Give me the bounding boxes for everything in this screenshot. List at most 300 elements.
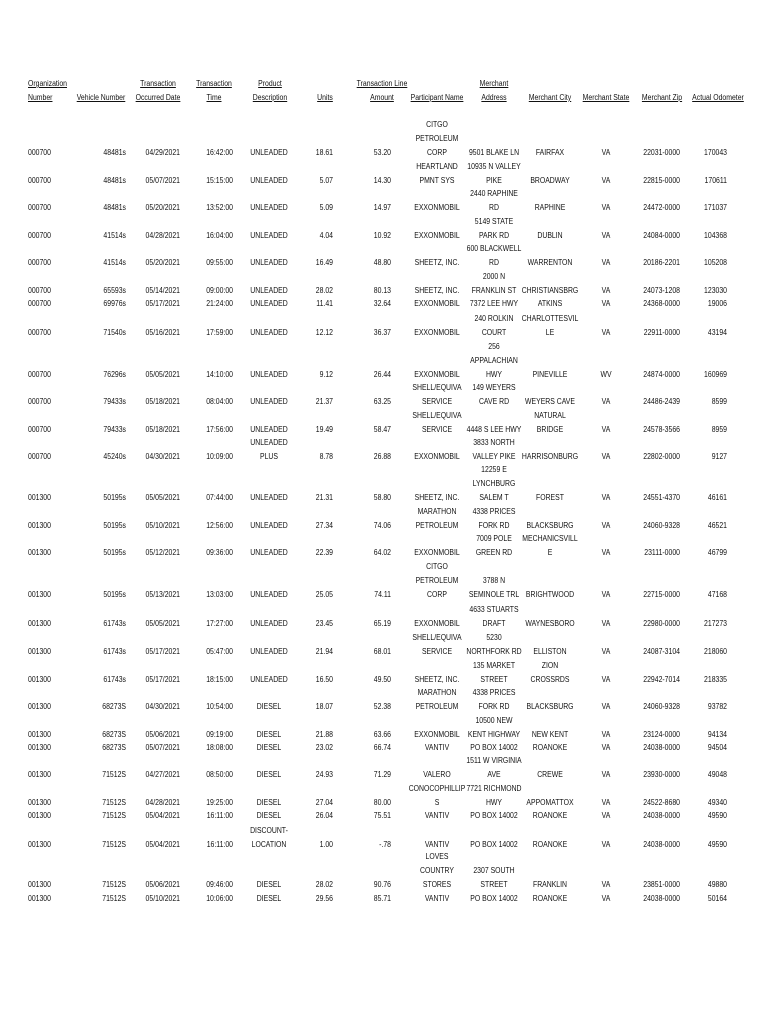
cell-city: MECHANICSVILL E (522, 534, 578, 557)
cell-amt: 49.50 (373, 675, 391, 684)
cell-veh: 48481s (103, 176, 126, 185)
cell-city: WEYERS CAVE (525, 397, 575, 406)
cell-addr: 4633 STUARTS DRAFT (469, 605, 519, 628)
cell-amt: 58.80 (373, 493, 391, 502)
cell-units: 21.88 (315, 730, 333, 739)
cell-part: SHELL/EQUIVA SERVICE (412, 411, 462, 434)
cell-part: SHELL/EQUIVA SERVICE (412, 633, 462, 656)
cell-amt: 63.25 (373, 397, 391, 406)
cell-odo: 170611 (704, 176, 727, 185)
cell-date: 04/27/2021 (145, 770, 180, 779)
cell-part: VANTIV (424, 743, 450, 752)
cell-time: 10:09:00 (206, 452, 233, 461)
cell-org: 001300 (28, 675, 51, 684)
cell-time: 09:46:00 (206, 880, 233, 889)
cell-units: 26.04 (315, 811, 333, 820)
cell-amt: 26.88 (373, 452, 391, 461)
cell-org: 001300 (28, 521, 51, 530)
cell-date: 05/04/2021 (145, 840, 180, 849)
cell-veh: 68273S (102, 743, 126, 752)
cell-prod: DISCOUNT- LOCATION (250, 826, 288, 849)
cell-odo: 50164 (707, 894, 727, 903)
cell-odo: 19006 (707, 299, 727, 308)
cell-date: 05/05/2021 (145, 619, 180, 628)
column-header: Merchant State (582, 93, 630, 102)
cell-units: 22.39 (315, 548, 333, 557)
cell-time: 09:36:00 (206, 548, 233, 557)
cell-veh: 79433s (103, 397, 126, 406)
cell-time: 08:50:00 (206, 770, 233, 779)
cell-zip: 24038-0000 (643, 811, 680, 820)
cell-odo: 49590 (707, 811, 727, 820)
cell-addr: PO BOX 14002 (470, 894, 518, 903)
cell-amt: 14.30 (373, 176, 391, 185)
cell-part: LOVES COUNTRY STORES (420, 852, 454, 889)
cell-city: CHRISTIANSBRG (521, 286, 579, 295)
cell-city: WAYNESBORO (525, 619, 575, 628)
cell-org: 000700 (28, 258, 51, 267)
cell-org: 000700 (28, 176, 51, 185)
cell-veh: 71512S (102, 894, 126, 903)
cell-state: VA (601, 148, 611, 157)
cell-odo: 43194 (707, 328, 727, 337)
cell-veh: 61743s (103, 647, 126, 656)
cell-time: 16:11:00 (206, 811, 233, 820)
cell-addr: 7009 POLE GREEN RD (475, 534, 513, 557)
cell-veh: 71512S (102, 770, 126, 779)
cell-time: 16:11:00 (206, 840, 233, 849)
cell-city: ROANOKE (532, 811, 568, 820)
cell-addr: 9501 BLAKE LN (468, 148, 520, 157)
cell-city: ATKINS (537, 299, 563, 308)
cell-prod: UNLEADED (250, 231, 288, 240)
cell-prod: UNLEADED (250, 397, 288, 406)
cell-prod: UNLEADED (250, 203, 288, 212)
cell-zip: 24522-8680 (643, 798, 680, 807)
cell-org: 000700 (28, 370, 51, 379)
cell-city: CHARLOTTESVIL LE (521, 314, 579, 337)
cell-odo: 94134 (707, 730, 727, 739)
cell-part: SHEETZ, INC. (414, 286, 460, 295)
cell-state: VA (601, 176, 611, 185)
cell-addr: 5149 STATE PARK RD (474, 217, 514, 240)
cell-state: VA (601, 452, 611, 461)
cell-time: 16:04:00 (206, 231, 233, 240)
cell-veh: 48481s (103, 148, 126, 157)
cell-time: 18:08:00 (206, 743, 233, 752)
cell-zip: 22031-0000 (643, 148, 680, 157)
cell-zip: 24073-1208 (643, 286, 680, 295)
cell-date: 05/14/2021 (145, 286, 180, 295)
cell-org: 000700 (28, 328, 51, 337)
cell-time: 09:00:00 (206, 286, 233, 295)
cell-time: 21:24:00 (206, 299, 233, 308)
cell-odo: 8959 (711, 425, 727, 434)
cell-city: CREWE (537, 770, 563, 779)
cell-addr: 4448 S LEE HWY (466, 425, 522, 434)
cell-part: EXXONMOBIL (414, 231, 460, 240)
cell-part: VANTIV (424, 840, 450, 849)
cell-prod: UNLEADED (250, 148, 288, 157)
cell-veh: 45240s (103, 452, 126, 461)
cell-odo: 46521 (707, 521, 727, 530)
cell-time: 05:47:00 (206, 647, 233, 656)
cell-state: VA (601, 798, 611, 807)
cell-zip: 22802-0000 (643, 452, 680, 461)
cell-org: 000700 (28, 452, 51, 461)
cell-state: VA (601, 675, 611, 684)
cell-addr: 2000 N FRANKLIN ST (471, 272, 517, 295)
column-header: Organization Number (28, 79, 68, 102)
cell-units: 12.12 (315, 328, 333, 337)
cell-zip: 23851-0000 (643, 880, 680, 889)
cell-date: 04/30/2021 (145, 702, 180, 711)
cell-city: PINEVILLE (532, 370, 568, 379)
cell-addr: 4338 PRICES FORK RD (472, 507, 516, 530)
cell-veh: 71512S (102, 880, 126, 889)
cell-veh: 48481s (103, 203, 126, 212)
cell-city: ZION CROSSRDS (530, 661, 570, 684)
cell-odo: 105208 (704, 258, 727, 267)
cell-state: VA (601, 894, 611, 903)
column-header: Transaction Occurred Date (135, 79, 181, 102)
cell-city: BRIGHTWOOD (525, 590, 575, 599)
cell-date: 05/10/2021 (145, 521, 180, 530)
cell-part: VANTIV (424, 811, 450, 820)
cell-state: VA (601, 425, 611, 434)
cell-units: 18.61 (315, 148, 333, 157)
cell-prod: UNLEADED (250, 299, 288, 308)
cell-units: 21.31 (315, 493, 333, 502)
cell-time: 19:25:00 (206, 798, 233, 807)
cell-addr: 3788 N SEMINOLE TRL (468, 576, 520, 599)
cell-part: EXXONMOBIL (414, 452, 460, 461)
cell-city: BLACKSBURG (526, 702, 574, 711)
cell-units: 5.07 (319, 176, 333, 185)
cell-city: NEW KENT (531, 730, 569, 739)
cell-state: VA (601, 840, 611, 849)
cell-org: 000700 (28, 148, 51, 157)
cell-org: 001300 (28, 702, 51, 711)
cell-org: 001300 (28, 811, 51, 820)
cell-prod: UNLEADED (250, 425, 288, 434)
cell-city: HARRISONBURG (521, 452, 579, 461)
cell-units: 8.78 (319, 452, 333, 461)
cell-amt: 48.80 (373, 258, 391, 267)
cell-zip: 22942-7014 (643, 675, 680, 684)
cell-amt: 26.44 (373, 370, 391, 379)
cell-prod: UNLEADED (250, 286, 288, 295)
cell-zip: 24578-3566 (643, 425, 680, 434)
cell-part: HEARTLAND PMNT SYS (416, 162, 458, 185)
cell-addr: 10500 NEW KENT HIGHWAY (467, 716, 521, 739)
cell-date: 05/12/2021 (145, 548, 180, 557)
cell-odo: 217273 (704, 619, 727, 628)
cell-zip: 22980-0000 (643, 619, 680, 628)
cell-city: ROANOKE (532, 743, 568, 752)
column-header: Merchant City (528, 93, 572, 102)
cell-prod: DIESEL (256, 702, 282, 711)
cell-state: VA (601, 811, 611, 820)
cell-veh: 79433s (103, 425, 126, 434)
cell-units: 4.04 (319, 231, 333, 240)
cell-part: EXXONMOBIL (414, 328, 460, 337)
cell-odo: 49048 (707, 770, 727, 779)
cell-state: VA (601, 743, 611, 752)
cell-state: VA (601, 258, 611, 267)
cell-org: 001300 (28, 894, 51, 903)
cell-addr: 12259 E LYNCHBURG SALEM T (472, 465, 516, 502)
cell-org: 001300 (28, 730, 51, 739)
cell-org: 001300 (28, 743, 51, 752)
cell-date: 05/18/2021 (145, 397, 180, 406)
cell-amt: 65.19 (373, 619, 391, 628)
cell-state: WV (600, 370, 612, 379)
cell-date: 05/10/2021 (145, 894, 180, 903)
cell-zip: 24087-3104 (643, 647, 680, 656)
cell-zip: 24368-0000 (643, 299, 680, 308)
cell-date: 05/20/2021 (145, 203, 180, 212)
cell-veh: 69976s (103, 299, 126, 308)
cell-addr: 7372 LEE HWY (469, 299, 519, 308)
cell-veh: 71540s (103, 328, 126, 337)
column-header: Actual Odometer (692, 93, 744, 102)
cell-org: 001300 (28, 493, 51, 502)
cell-prod: UNLEADED PLUS (250, 438, 288, 461)
cell-amt: 53.20 (373, 148, 391, 157)
column-header: Transaction Time (196, 79, 232, 102)
cell-units: 27.34 (315, 521, 333, 530)
cell-amt: 63.66 (373, 730, 391, 739)
cell-units: 24.93 (315, 770, 333, 779)
cell-state: VA (601, 647, 611, 656)
cell-prod: UNLEADED (250, 521, 288, 530)
cell-date: 05/17/2021 (145, 647, 180, 656)
cell-org: 000700 (28, 299, 51, 308)
cell-veh: 68273S (102, 730, 126, 739)
cell-veh: 76296s (103, 370, 126, 379)
cell-amt: 71.29 (373, 770, 391, 779)
cell-time: 09:19:00 (206, 730, 233, 739)
cell-date: 05/07/2021 (145, 743, 180, 752)
cell-date: 05/18/2021 (145, 425, 180, 434)
cell-zip: 24472-0000 (643, 203, 680, 212)
cell-prod: DIESEL (256, 730, 282, 739)
cell-amt: 68.01 (373, 647, 391, 656)
cell-units: 16.50 (315, 675, 333, 684)
cell-veh: 65593s (103, 286, 126, 295)
cell-date: 05/20/2021 (145, 258, 180, 267)
cell-org: 000700 (28, 425, 51, 434)
cell-part: EXXONMOBIL (414, 619, 460, 628)
cell-odo: 49340 (707, 798, 727, 807)
cell-org: 001300 (28, 840, 51, 849)
cell-addr: PO BOX 14002 (470, 811, 518, 820)
cell-amt: 32.64 (373, 299, 391, 308)
cell-date: 05/07/2021 (145, 176, 180, 185)
cell-state: VA (601, 770, 611, 779)
cell-zip: 24038-0000 (643, 894, 680, 903)
cell-units: 21.37 (315, 397, 333, 406)
cell-veh: 68273S (102, 702, 126, 711)
cell-part: EXXONMOBIL (414, 370, 460, 379)
cell-city: ROANOKE (532, 894, 568, 903)
cell-city: ELLISTON (533, 647, 567, 656)
cell-org: 001300 (28, 647, 51, 656)
cell-zip: 23111-0000 (644, 548, 680, 557)
cell-addr: PO BOX 14002 (470, 743, 518, 752)
column-header: Vehicle Number (76, 93, 126, 102)
cell-veh: 71512S (102, 811, 126, 820)
cell-amt: 14.97 (373, 203, 391, 212)
cell-date: 05/17/2021 (145, 675, 180, 684)
cell-zip: 23930-0000 (643, 770, 680, 779)
cell-zip: 24060-9328 (643, 702, 680, 711)
cell-odo: 47168 (707, 590, 727, 599)
cell-addr: 5230 NORTHFORK RD (466, 633, 522, 656)
cell-state: VA (601, 299, 611, 308)
cell-amt: 90.76 (373, 880, 391, 889)
cell-time: 18:15:00 (206, 675, 233, 684)
cell-prod: DIESEL (256, 880, 282, 889)
cell-addr: 149 WEYERS CAVE RD (472, 383, 516, 406)
cell-units: 21.94 (315, 647, 333, 656)
cell-veh: 41514s (103, 258, 126, 267)
cell-units: 9.12 (319, 370, 333, 379)
cell-state: VA (601, 730, 611, 739)
cell-prod: DIESEL (256, 811, 282, 820)
cell-addr: 7721 RICHMOND HWY (466, 784, 522, 807)
cell-odo: 49590 (707, 840, 727, 849)
cell-zip: 22715-0000 (643, 590, 680, 599)
cell-addr: 2440 RAPHINE RD (470, 189, 518, 212)
cell-zip: 20186-2201 (643, 258, 680, 267)
cell-date: 04/28/2021 (145, 231, 180, 240)
cell-zip: 24084-0000 (643, 231, 680, 240)
cell-org: 001300 (28, 770, 51, 779)
cell-org: 000700 (28, 397, 51, 406)
cell-veh: 71512S (102, 840, 126, 849)
cell-city: RAPHINE (534, 203, 566, 212)
cell-units: 1.00 (319, 840, 333, 849)
cell-addr: 2307 SOUTH STREET (473, 866, 515, 889)
cell-city: WARRENTON (527, 258, 573, 267)
cell-addr: 600 BLACKWELL RD (466, 244, 522, 267)
cell-veh: 61743s (103, 619, 126, 628)
cell-veh: 50195s (103, 548, 126, 557)
cell-part: VALERO (423, 770, 451, 779)
cell-units: 23.45 (315, 619, 333, 628)
cell-veh: 41514s (103, 231, 126, 240)
cell-part: MARATHON PETROLEUM (415, 507, 459, 530)
cell-odo: 218060 (704, 647, 727, 656)
cell-time: 07:44:00 (206, 493, 233, 502)
column-header: Transaction Line Amount (356, 79, 408, 102)
cell-odo: 104368 (704, 231, 727, 240)
cell-time: 13:03:00 (206, 590, 233, 599)
cell-prod: UNLEADED (250, 493, 288, 502)
cell-time: 10:54:00 (206, 702, 233, 711)
cell-prod: DIESEL (256, 798, 282, 807)
cell-addr: 1511 W VIRGINIA AVE (466, 756, 522, 779)
cell-prod: DIESEL (256, 894, 282, 903)
cell-veh: 61743s (103, 675, 126, 684)
cell-prod: UNLEADED (250, 176, 288, 185)
cell-city: FOREST (536, 493, 564, 502)
cell-zip: 22911-0000 (643, 328, 680, 337)
cell-city: NATURAL BRIDGE (534, 411, 566, 434)
cell-state: VA (601, 203, 611, 212)
cell-units: 23.02 (315, 743, 333, 752)
cell-zip: 24486-2439 (643, 397, 680, 406)
cell-date: 04/28/2021 (145, 798, 180, 807)
cell-city: FAIRFAX (535, 148, 565, 157)
cell-state: VA (601, 619, 611, 628)
cell-org: 001300 (28, 619, 51, 628)
cell-part: SHEETZ, INC. (414, 258, 460, 267)
cell-amt: 66.74 (373, 743, 391, 752)
cell-date: 04/29/2021 (145, 148, 180, 157)
cell-org: 001300 (28, 798, 51, 807)
cell-time: 08:04:00 (206, 397, 233, 406)
cell-units: 5.09 (319, 203, 333, 212)
cell-amt: 36.37 (373, 328, 391, 337)
cell-amt: 64.02 (373, 548, 391, 557)
cell-units: 16.49 (315, 258, 333, 267)
cell-org: 000700 (28, 203, 51, 212)
cell-city: ROANOKE (532, 840, 568, 849)
cell-units: 28.02 (315, 880, 333, 889)
cell-prod: UNLEADED (250, 328, 288, 337)
cell-addr: 3833 NORTH VALLEY PIKE (472, 438, 516, 461)
cell-part: MARATHON PETROLEUM (415, 688, 459, 711)
cell-city: DUBLIN (537, 231, 563, 240)
cell-odo: 8599 (711, 397, 727, 406)
cell-amt: 80.00 (373, 798, 391, 807)
cell-part: EXXONMOBIL (414, 730, 460, 739)
cell-prod: UNLEADED (250, 258, 288, 267)
cell-part: VANTIV (424, 894, 450, 903)
cell-date: 05/17/2021 (145, 299, 180, 308)
cell-amt: 80.13 (373, 286, 391, 295)
cell-addr: 256 APPALACHIAN HWY (470, 342, 518, 379)
cell-date: 04/30/2021 (145, 452, 180, 461)
cell-part: CITGO PETROLEUM CORP (415, 120, 459, 157)
cell-date: 05/06/2021 (145, 880, 180, 889)
cell-odo: 46161 (707, 493, 727, 502)
cell-time: 17:56:00 (206, 425, 233, 434)
cell-state: VA (601, 880, 611, 889)
cell-veh: 50195s (103, 493, 126, 502)
cell-addr: 240 ROLKIN COURT (474, 314, 514, 337)
cell-units: 27.04 (315, 798, 333, 807)
cell-date: 05/06/2021 (145, 730, 180, 739)
cell-date: 05/13/2021 (145, 590, 180, 599)
cell-city: FRANKLIN (532, 880, 568, 889)
cell-prod: UNLEADED (250, 370, 288, 379)
cell-part: CITGO PETROLEUM CORP (415, 562, 459, 599)
cell-time: 16:42:00 (206, 148, 233, 157)
cell-state: VA (601, 397, 611, 406)
cell-part: EXXONMOBIL (414, 299, 460, 308)
cell-state: VA (601, 286, 611, 295)
cell-odo: 160969 (704, 370, 727, 379)
cell-zip: 24038-0000 (643, 840, 680, 849)
cell-amt: 58.47 (373, 425, 391, 434)
cell-addr: 4338 PRICES FORK RD (472, 688, 516, 711)
cell-amt: 75.51 (373, 811, 391, 820)
cell-prod: DIESEL (256, 770, 282, 779)
